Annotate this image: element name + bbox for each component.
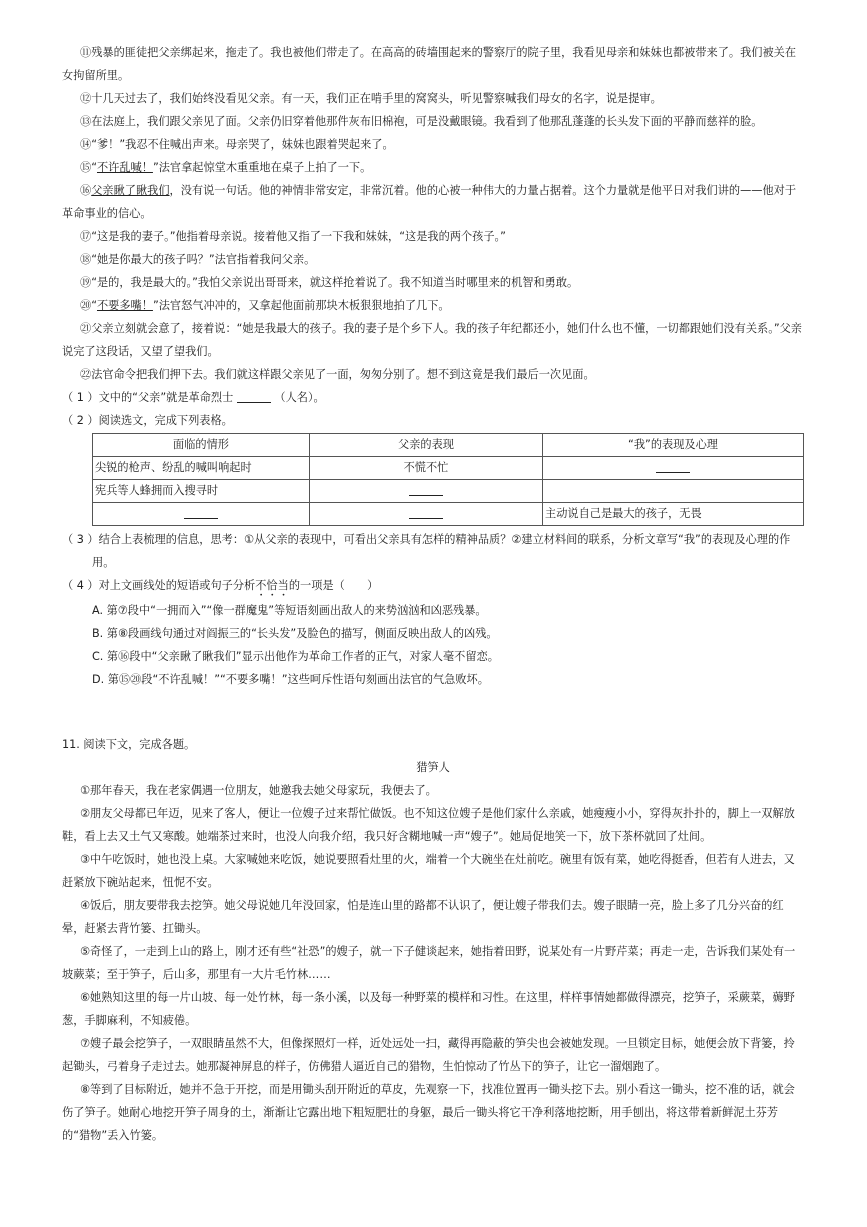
- article-title: 猎笋人: [416, 761, 450, 774]
- paragraph-22: ㉒法官命令把我们押下去。我们就这样跟父亲见了一面，匆匆分别了。想不到这竟是我们最后一次见面。: [80, 368, 595, 381]
- paragraph-1: ①那年春天，我在老家偶遇一位朋友，她邀我去她父母家玩，我便去了。: [80, 784, 437, 797]
- answer-blank[interactable]: [184, 504, 218, 519]
- paragraph-20: ⑳“不要多嘴！”法官怒气冲冲的，又拿起他面前那块木板狠狠地拍了几下。: [80, 299, 450, 312]
- underlined-phrase: 父亲瞅了瞅我们: [91, 184, 170, 197]
- paragraph-18: ⑱“她是你最大的孩子吗？”法官指着我问父亲。: [80, 253, 316, 266]
- option-a[interactable]: A. 第⑦段中“一拥而入”“像一群魔鬼”等短语刻画出敌人的来势汹汹和凶恶残暴。: [92, 604, 487, 617]
- underlined-phrase: 不要多嘴！: [96, 299, 153, 312]
- passage-two: [62, 733, 804, 1147]
- paragraph-14: ⑭“爹！”我忍不住喊出声来。母亲哭了，妹妹也跟着哭起来了。: [80, 138, 394, 151]
- emphasized-phrase: 不恰当: [255, 579, 289, 592]
- answer-blank[interactable]: [237, 388, 271, 403]
- table-header-row: [93, 434, 804, 457]
- paragraph-16: ⑯父亲瞅了瞅我们，没有说一句话。他的神情非常安定，非常沉着。他的心被一种伟大的力量占据着。这个力量就是他平日对我们讲的——他对于革命事业的信心。: [62, 184, 797, 220]
- table-cell: 尖锐的枪声、纷乱的喊叫响起时: [93, 457, 310, 480]
- answer-blank[interactable]: [656, 458, 690, 473]
- table-cell: 宪兵等人蜂拥而入搜寻时: [93, 480, 310, 503]
- table-header: “我”的表现及心理: [543, 434, 804, 457]
- table-row: [93, 503, 804, 526]
- paragraph-17: ⑰“这是我的妻子。”他指着母亲说。接着他又指了一下我和妹妹，“这是我的两个孩子。”: [80, 230, 506, 243]
- table-cell-blank[interactable]: [310, 480, 543, 503]
- answer-table: [92, 433, 804, 526]
- paragraph-12: ⑫十几天过去了，我们始终没看见父亲。有一天，我们正在啃手里的窝窝头，听见警察喊我们母女的名字，说是提审。: [80, 92, 662, 105]
- table-header: 面临的情形: [93, 434, 310, 457]
- paragraph-15: ⑮“不许乱喊！”法官拿起惊堂木重重地在桌子上拍了一下。: [80, 161, 372, 174]
- question-3: （ 3 ）结合上表梳理的信息，思考：①从父亲的表现中，可看出父亲具有怎样的精神品质？②建立材料间的联系，分析文章写“我”的表现及心理的作用。: [62, 533, 791, 569]
- paragraph-21: ㉑父亲立刻就会意了，接着说：“她是我最大的孩子。我的妻子是个乡下人。我的孩子年纪都还小，她们什么也不懂，一切都跟她们没有关系。”父亲说完了这段话，又望了望我们。: [62, 322, 802, 358]
- paragraph-19: ⑲“是的，我是最大的。”我怕父亲说出哥哥来，就这样抢着说了。我不知道当时哪里来的机智和勇敢。: [80, 276, 579, 289]
- paragraph-4: ④饭后，朋友要带我去挖笋。她父母说她几年没回家，怕是连山里的路都不认识了，便让嫂子带我们去。嫂子眼睛一亮，脸上多了几分兴奋的红晕，赶紧去背竹篓、扛锄头。: [62, 899, 784, 935]
- table-cell: 主动说自己是最大的孩子，无畏: [543, 503, 804, 526]
- passage-one: [62, 41, 804, 691]
- question-1: （ 1 ）文中的“父亲”就是革命烈士 （人名）。: [62, 386, 804, 409]
- table-header: 父亲的表现: [310, 434, 543, 457]
- paragraph-5: ⑤奇怪了，一走到上山的路上，刚才还有些“社恐”的嫂子，就一下子健谈起来，她指着田野，说某处有一片野芹菜；再走一走，告诉我们某处有一坡蕨菜；至于笋子，后山多，那里有一大片毛竹林……: [62, 945, 796, 981]
- paragraph-6: ⑥她熟知这里的每一片山坡、每一处竹林，每一条小溪，以及每一种野菜的模样和习性。在这里，样样事情她都做得漂亮，挖笋子，采蕨菜，薅野葱，手脚麻利，不知疲倦。: [62, 991, 795, 1027]
- table-cell: [543, 480, 804, 503]
- table-row: [93, 457, 804, 480]
- table-cell: 不慌不忙: [310, 457, 543, 480]
- answer-blank[interactable]: [409, 504, 443, 519]
- answer-blank[interactable]: [409, 481, 443, 496]
- option-c[interactable]: C. 第⑯段中“父亲瞅了瞅我们”显示出他作为革命工作者的正气，对家人毫不留恋。: [92, 650, 499, 663]
- table-row: [93, 480, 804, 503]
- paragraph-3: ③中午吃饭时，她也没上桌。大家喊她来吃饭，她说要照看灶里的火，端着一个大碗坐在灶前吃。碗里有饭有菜，她吃得挺香，但若有人进去，又赶紧放下碗站起来，忸怩不安。: [62, 853, 795, 889]
- paragraph-8: ⑧等到了目标附近，她并不急于开挖，而是用锄头刮开附近的草皮，先观察一下，找准位置再一锄头挖下去。别小看这一锄头，挖不准的话，就会伤了笋子。她耐心地挖开笋子周身的土，渐渐让它露出地下粗短肥壮的身躯，最后一锄头将它干净利落地挖断，用手刨出，将这带着新鲜泥土芬芳的“猎物”丢入竹篓。: [62, 1083, 795, 1142]
- paragraph-11: ⑪残暴的匪徒把父亲绑起来，拖走了。我也被他们带走了。在高高的砖墙围起来的警察厅的院子里，我看见母亲和妹妹也都被带来了。我们被关在女拘留所里。: [62, 46, 797, 82]
- question-2: （ 2 ）阅读选文，完成下列表格。: [62, 414, 233, 427]
- question-4: （ 4 ）对上文画线处的短语或句子分析不恰当的一项是（ ）: [62, 579, 379, 592]
- underlined-phrase: 不许乱喊！: [96, 161, 153, 174]
- table-cell-blank[interactable]: [310, 503, 543, 526]
- option-d[interactable]: D. 第⑮⑳段“不许乱喊！”“不要多嘴！”这些呵斥性语句刻画出法官的气急败坏。: [92, 673, 489, 686]
- paragraph-2: ②朋友父母都已年迈，见来了客人，便让一位嫂子过来帮忙做饭。也不知这位嫂子是他们家什么亲戚，她瘦瘦小小，穿得灰扑扑的，脚上一双解放鞋，看上去又土气又寒酸。她端茶过来时，也没人向我介绍，我只好含糊地喊一声“嫂子”。她局促地笑一下，放下茶杯就回了灶间。: [62, 807, 795, 843]
- paragraph-7: ⑦嫂子最会挖笋子，一双眼睛虽然不大，但像探照灯一样，近处远处一扫，藏得再隐蔽的笋尖也会被她发现。一旦锁定目标，她便会放下背篓，拎起锄头，弓着身子走过去。她那凝神屏息的样子，仿佛猎人逼近自己的猎物，生怕惊动了竹丛下的笋子，让它一溜烟跑了。: [62, 1037, 795, 1073]
- table-cell-blank[interactable]: [93, 503, 310, 526]
- paragraph-13: ⑬在法庭上，我们跟父亲见了面。父亲仍旧穿着他那件灰布旧棉袍，可是没戴眼镜。我看到了他那乱蓬蓬的长头发下面的平静而慈祥的脸。: [80, 115, 763, 128]
- table-cell-blank[interactable]: [543, 457, 804, 480]
- question-11-intro: 11. 阅读下文，完成各题。: [62, 738, 196, 751]
- option-b[interactable]: B. 第⑧段画线句通过对阎振三的“长头发”及脸色的描写，侧面反映出敌人的凶残。: [92, 627, 498, 640]
